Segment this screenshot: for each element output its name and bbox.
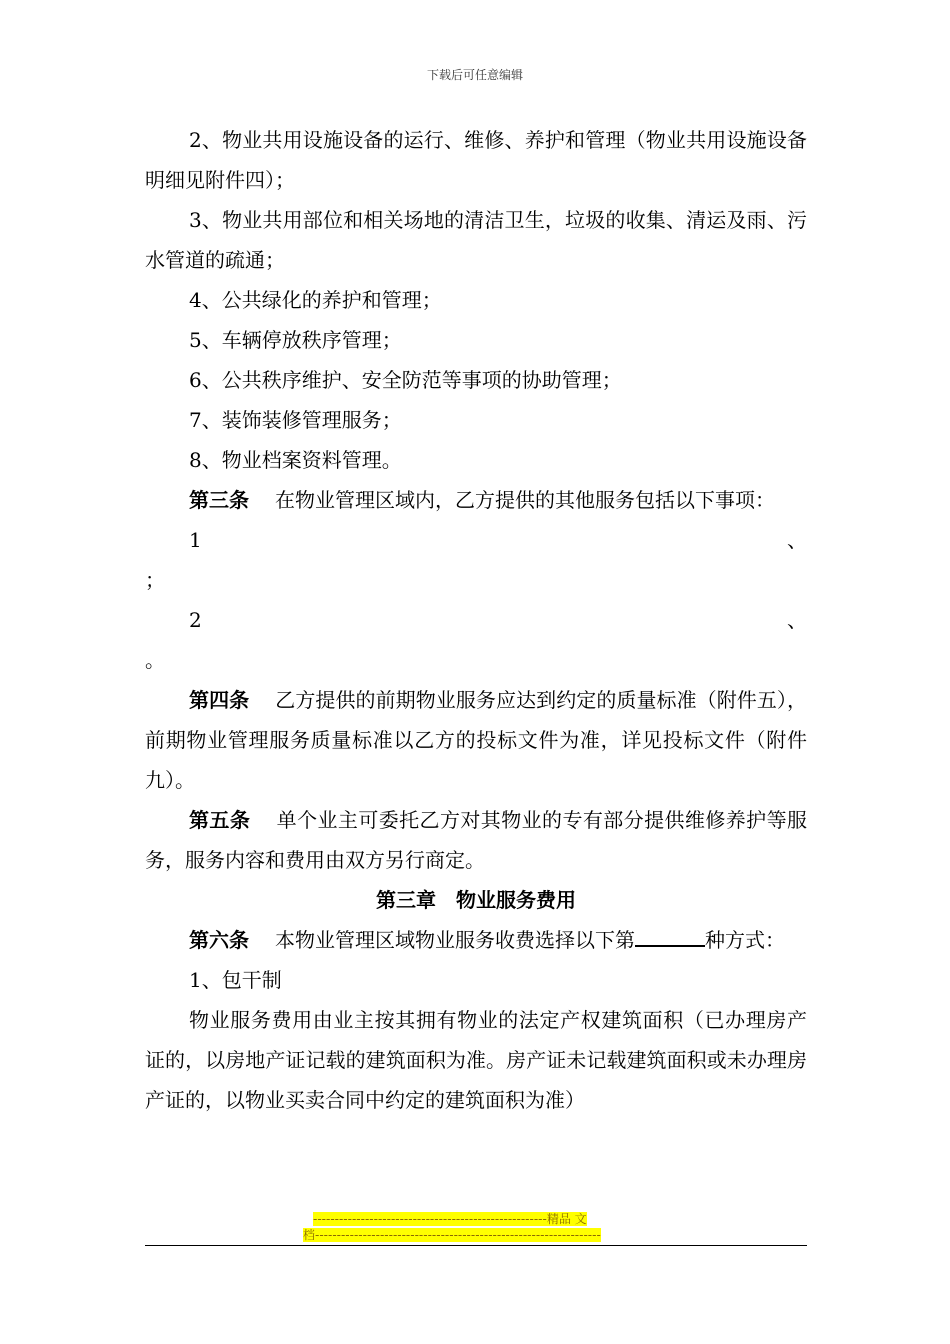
article-5 <box>145 800 807 880</box>
article-6-title: 第六条 <box>189 928 249 952</box>
blank-item-2-end: 。 <box>145 648 165 672</box>
article-3-title: 第三条 <box>189 488 249 512</box>
article-4 <box>145 680 807 800</box>
list-item-2: 2、物业共用设施设备的运行、维修、养护和管理（物业共用设施设备明细见附件四）； <box>145 128 807 192</box>
page-header: 下载后可任意编辑 <box>426 68 523 82</box>
article-6-text-after: 种方式： <box>705 928 785 952</box>
footer-line-2: 档------------------------------------------------------------------ <box>303 1228 601 1242</box>
article-5-title: 第五条 <box>189 808 251 832</box>
footer-watermark <box>303 1211 648 1243</box>
article-6 <box>145 920 807 960</box>
article-6-text-before: 本物业管理区域物业服务收费选择以下第 <box>275 928 635 952</box>
list-item-3: 3、物业共用部位和相关场地的清洁卫生，垃圾的收集、清运及雨、污水管道的疏通； <box>145 208 807 272</box>
article-4-title: 第四条 <box>189 688 250 712</box>
article-5-text: 单个业主可委托乙方对其物业的专有部分提供维修养护等服务，服务内容和费用由双方另行商定。 <box>145 808 808 872</box>
list-item-5: 5、车辆停放秩序管理； <box>189 328 402 352</box>
list-item-4: 4、公共绿化的养护和管理； <box>189 288 442 312</box>
fill-in-blank[interactable] <box>635 923 705 947</box>
document-body <box>145 120 807 1120</box>
list-item-7: 7、装饰装修管理服务； <box>189 408 402 432</box>
article-3 <box>145 480 807 520</box>
option-1: 1、包干制 <box>189 968 282 992</box>
blank-item-1-number: 1 <box>189 528 202 552</box>
article-3-text: 在物业管理区域内，乙方提供的其他服务包括以下事项： <box>275 488 775 512</box>
chapter-heading: 第三章 物业服务费用 <box>376 888 576 912</box>
article-4-text: 乙方提供的前期物业服务应达到约定的质量标准（附件五），前期物业管理服务质量标准以乙方的投标文件为准，详见投标文件（附件九）。 <box>145 688 808 792</box>
footer-rule <box>145 1245 807 1246</box>
blank-item-1 <box>145 520 807 560</box>
blank-item-1-mark: 、 <box>787 528 807 552</box>
blank-item-2 <box>145 600 807 640</box>
blank-item-2-number: 2 <box>189 608 202 632</box>
list-item-6: 6、公共秩序维护、安全防范等事项的协助管理； <box>189 368 622 392</box>
footer-line-1: ------------------------------------------------------精品 文 <box>313 1212 587 1226</box>
fee-paragraph: 物业服务费用由业主按其拥有物业的法定产权建筑面积（已办理房产证的，以房地产证记载的建筑面积为准。房产证未记载建筑面积或未办理房产证的，以物业买卖合同中约定的建筑面积为准） <box>145 1008 807 1112</box>
blank-item-2-mark: 、 <box>787 608 807 632</box>
blank-item-1-end: ； <box>145 568 165 592</box>
list-item-8: 8、物业档案资料管理。 <box>189 448 402 472</box>
